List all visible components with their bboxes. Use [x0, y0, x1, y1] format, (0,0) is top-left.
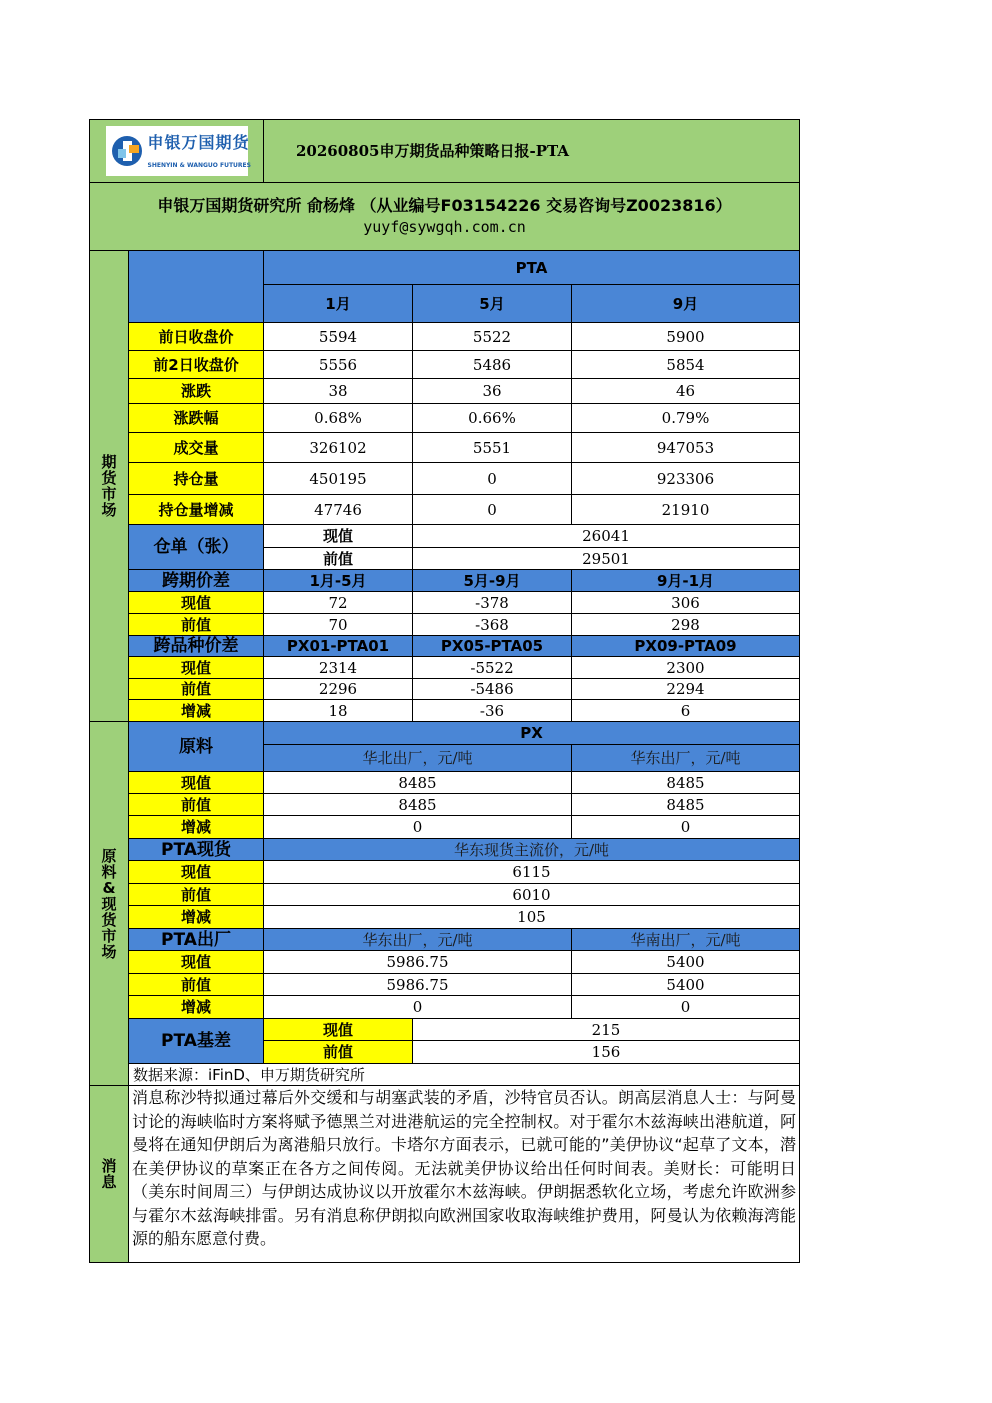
cell-value: 2296: [264, 679, 413, 700]
row-label: 持仓量: [129, 463, 264, 495]
px-unit: 华东出厂，元/吨: [572, 745, 800, 772]
pta-spot-label: PTA现货: [129, 839, 264, 861]
cell-value: 5522: [413, 323, 572, 351]
cell-value: 947053: [572, 433, 800, 463]
row-label: 持仓量增减: [129, 495, 264, 525]
section-label-char: 息: [101, 1173, 117, 1191]
logo-text-en: SHENYIN & WANGUO FUTURES: [147, 162, 251, 169]
cell-value: 5486: [413, 351, 572, 379]
company-logo: [106, 126, 251, 176]
spread-header: PX05-PTA05: [413, 636, 572, 657]
cell-value: 156: [413, 1041, 800, 1064]
pta-spot-unit: 华东现货主流价，元/吨: [264, 839, 800, 861]
row-label: 前值: [129, 614, 264, 636]
cell-value: 6: [572, 700, 800, 722]
section-label-char: 料: [101, 862, 117, 881]
cell-value: 0.68%: [264, 404, 413, 433]
row-label: 现值: [129, 592, 264, 614]
cell-value: 923306: [572, 463, 800, 495]
spread-header: PX09-PTA09: [572, 636, 800, 657]
section-label-char: 消: [101, 1157, 117, 1175]
cell-value: 0.79%: [572, 404, 800, 433]
cell-value: 0: [264, 816, 572, 839]
row-label: 前2日收盘价: [129, 351, 264, 379]
row-label: 增减: [129, 906, 264, 929]
cell-value: 298: [572, 614, 800, 636]
pta-factory-unit: 华东出厂，元/吨: [264, 929, 572, 951]
author-cell: [90, 183, 800, 251]
section-label-char: 市: [101, 485, 117, 503]
logo-mark-icon: [110, 134, 144, 168]
report-table: [89, 119, 800, 1263]
cell-value: 306: [572, 592, 800, 614]
section-news: [90, 1086, 129, 1263]
cell-value: -5522: [413, 657, 572, 679]
warrant-prev: 29501: [413, 548, 800, 570]
futures-corner: [129, 251, 264, 323]
cell-value: 0: [572, 996, 800, 1019]
cell-value: 5400: [572, 951, 800, 974]
section-spot: [90, 722, 129, 1086]
cell-value: 105: [264, 906, 800, 929]
cell-value: 5986.75: [264, 951, 572, 974]
row-label: 成交量: [129, 433, 264, 463]
px-label: 原料: [129, 722, 264, 772]
pta-factory-label: PTA出厂: [129, 929, 264, 951]
cell-value: 215: [413, 1019, 800, 1041]
cell-value: 2300: [572, 657, 800, 679]
month-header: 1月: [264, 285, 413, 323]
cell-value: -5486: [413, 679, 572, 700]
cell-value: 5900: [572, 323, 800, 351]
cell-value: 0: [264, 996, 572, 1019]
spread-header: 9月-1月: [572, 570, 800, 592]
cell-value: 47746: [264, 495, 413, 525]
section-label-char: 货: [101, 910, 117, 929]
author-email: yuyf@sywgqh.com.cn: [363, 218, 526, 236]
row-label: 增减: [129, 816, 264, 839]
logo-text-cn: 申银万国期货: [147, 133, 250, 152]
cell-value: 70: [264, 614, 413, 636]
row-label: 前日收盘价: [129, 323, 264, 351]
cell-value: 2294: [572, 679, 800, 700]
cell-value: 0.66%: [413, 404, 572, 433]
futures-product: PTA: [264, 251, 800, 285]
px-product: PX: [264, 722, 800, 745]
cell-value: 72: [264, 592, 413, 614]
news-text: 消息称沙特拟通过幕后外交缓和与胡塞武装的矛盾，沙特官员否认。朗高层消息人士：与阿曼讨论的海峡临时方案将赋予德黑兰对进港航运的完全控制权。对于霍尔木兹海峡出港航道，阿曼将在通知伊朗后为离港船只放行。卡塔尔方面表示，已就可能的”美伊协议“起草了文本，潜在美伊协议的草案正在各方之间传阅。无法就美伊协议给出任何时间表。美财长：可能明日（美东时间周三）与伊朗达成协议以开放霍尔木兹海峡。伊朗据悉软化立场，考虑允许欧洲参与霍尔木兹海峡排雷。另有消息称伊朗拟向欧洲国家收取海峡维护费用，阿曼认为依赖海湾能源的船东愿意付费。: [129, 1086, 800, 1263]
section-label-char: 场: [101, 501, 117, 519]
basis-label: PTA基差: [129, 1019, 264, 1064]
cell-value: 8485: [572, 794, 800, 816]
cell-value: 5594: [264, 323, 413, 351]
section-label: [90, 454, 128, 518]
row-label: 现值: [129, 657, 264, 679]
row-label: 现值: [264, 1019, 413, 1041]
cell-value: 6115: [264, 861, 800, 884]
row-label: 涨跌: [129, 379, 264, 404]
spread-header: PX01-PTA01: [264, 636, 413, 657]
section-label-char: 场: [101, 942, 117, 961]
row-label: 增减: [129, 996, 264, 1019]
cell-value: 5551: [413, 433, 572, 463]
data-source: 数据来源：iFinD、申万期货研究所: [129, 1064, 800, 1086]
row-label: 增减: [129, 700, 264, 722]
cell-value: 46: [572, 379, 800, 404]
section-label-char: 货: [101, 469, 117, 487]
section-futures: [90, 251, 129, 722]
spread-header: 5月-9月: [413, 570, 572, 592]
cell-value: 8485: [572, 772, 800, 794]
section-label: [90, 1158, 128, 1190]
cell-value: 5854: [572, 351, 800, 379]
section-label-char: 现: [101, 894, 117, 913]
cell-value: -368: [413, 614, 572, 636]
cell-value: 5986.75: [264, 974, 572, 996]
report-title: 20260805申万期货品种策略日报-PTA: [264, 120, 800, 183]
row-label: 现值: [129, 861, 264, 884]
calendar-spread-label: 跨期价差: [129, 570, 264, 592]
pta-factory-unit: 华南出厂，元/吨: [572, 929, 800, 951]
section-label-char: 期: [101, 453, 117, 471]
cell-value: 450195: [264, 463, 413, 495]
cell-value: 326102: [264, 433, 413, 463]
cell-value: 38: [264, 379, 413, 404]
row-label: 涨跌幅: [129, 404, 264, 433]
cell-value: 2314: [264, 657, 413, 679]
month-header: 9月: [572, 285, 800, 323]
section-label-char: 原: [101, 846, 117, 865]
cell-value: 8485: [264, 772, 572, 794]
row-label: 现值: [129, 772, 264, 794]
cell-value: 18: [264, 700, 413, 722]
spread-header: 1月-5月: [264, 570, 413, 592]
cell-value: 21910: [572, 495, 800, 525]
cross-spread-label: 跨品种价差: [129, 636, 264, 657]
author-line: 申银万国期货研究所 俞杨烽 （从业编号F03154226 交易咨询号Z0023816）: [157, 196, 732, 215]
row-label: 前值: [129, 679, 264, 700]
row-label: 前值: [129, 794, 264, 816]
section-label: [90, 848, 128, 960]
cell-value: 0: [572, 816, 800, 839]
month-header: 5月: [413, 285, 572, 323]
cell-value: -378: [413, 592, 572, 614]
cell-value: 6010: [264, 884, 800, 906]
cell-value: 0: [413, 495, 572, 525]
section-label-char: 市: [101, 926, 117, 945]
cell-value: 0: [413, 463, 572, 495]
cell-value: 8485: [264, 794, 572, 816]
warrant-current-label: 现值: [264, 525, 413, 548]
warrant-label: 仓单（张）: [129, 525, 264, 570]
warrant-prev-label: 前值: [264, 548, 413, 570]
section-label-char: &: [102, 878, 116, 897]
row-label: 前值: [129, 974, 264, 996]
warrant-current: 26041: [413, 525, 800, 548]
cell-value: 5556: [264, 351, 413, 379]
px-unit: 华北出厂，元/吨: [264, 745, 572, 772]
row-label: 前值: [129, 884, 264, 906]
row-label: 前值: [264, 1041, 413, 1064]
cell-value: 36: [413, 379, 572, 404]
logo-cell: [90, 120, 264, 183]
row-label: 现值: [129, 951, 264, 974]
cell-value: -36: [413, 700, 572, 722]
cell-value: 5400: [572, 974, 800, 996]
